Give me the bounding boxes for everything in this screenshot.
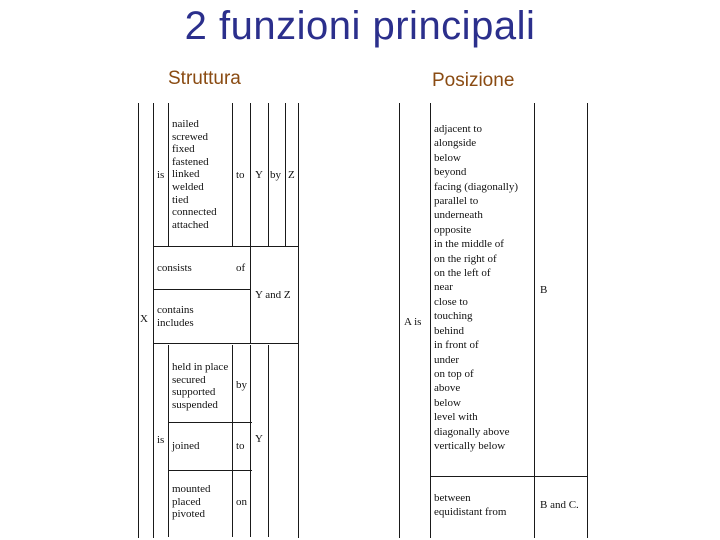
list-item: pivoted <box>172 508 205 521</box>
table-line <box>430 476 588 477</box>
a-is-label: A is <box>404 316 422 328</box>
list-item: above <box>434 382 461 395</box>
on-label: on <box>236 496 247 508</box>
list-item: secured <box>172 373 206 386</box>
list-item: attached <box>172 218 209 231</box>
list-item: vertically below <box>434 439 506 452</box>
table-line <box>268 103 269 247</box>
list-item: beyond <box>434 166 467 179</box>
y-bottom-label: Y <box>255 433 263 445</box>
list-item: close to <box>434 295 468 308</box>
list-item: underneath <box>434 209 483 222</box>
between-list <box>434 491 506 520</box>
table-line <box>168 103 169 247</box>
table-line <box>250 247 251 343</box>
list-item: alongside <box>434 137 477 150</box>
list-item: screwed <box>172 130 209 143</box>
heading-posizione: Posizione <box>432 70 515 91</box>
list-item: on the left of <box>434 267 491 280</box>
table-line <box>168 470 252 471</box>
b-label: B <box>540 284 548 296</box>
table-line <box>285 103 286 247</box>
is-bottom-label: is <box>157 434 165 446</box>
table-line <box>232 345 233 537</box>
consists-label: consists <box>157 262 192 274</box>
list-item: touching <box>434 310 473 323</box>
list-item: parallel to <box>434 195 479 208</box>
of-label: of <box>236 262 246 274</box>
slide-title: 2 funzioni principali <box>184 4 536 48</box>
table-line <box>153 103 154 538</box>
list-item: adjacent to <box>434 123 482 135</box>
to-label: to <box>236 169 245 181</box>
list-item: in front of <box>434 339 479 352</box>
list-item: fixed <box>172 143 195 156</box>
list-item: level with <box>434 411 478 424</box>
table-line <box>534 103 535 538</box>
b-and-c-label: B and C. <box>540 499 579 511</box>
list-item: connected <box>172 206 217 219</box>
table-line <box>168 345 169 537</box>
list-item: suspended <box>172 398 218 411</box>
list-item: opposite <box>434 223 472 236</box>
table-line <box>587 103 588 538</box>
y-label: Y <box>255 169 263 181</box>
list-item: on the right of <box>434 252 497 265</box>
position-list <box>434 122 518 453</box>
table-line <box>153 343 299 344</box>
contains-list <box>157 304 194 329</box>
by-label: by <box>270 169 281 181</box>
held-list <box>172 361 228 411</box>
list-item: behind <box>434 324 464 337</box>
list-item: equidistant from <box>434 506 507 519</box>
heading-struttura: Struttura <box>168 68 241 89</box>
list-item: held in place <box>172 361 229 373</box>
list-item: diagonally above <box>434 425 510 438</box>
y-and-z-label: Y and Z <box>255 289 291 301</box>
to-bottom-label: to <box>236 440 245 452</box>
list-item: below <box>434 151 461 164</box>
table-line <box>153 246 299 247</box>
joined-label: joined <box>172 440 200 452</box>
table-line <box>298 103 299 538</box>
table-line <box>232 103 233 247</box>
list-item: welded <box>172 180 204 193</box>
table-line <box>268 345 269 537</box>
table-line <box>430 103 431 538</box>
list-item: between <box>434 492 471 504</box>
table-line <box>153 289 251 290</box>
list-item: supported <box>172 386 216 399</box>
list-item: tied <box>172 193 189 206</box>
list-item: linked <box>172 168 200 181</box>
list-item: under <box>434 353 460 366</box>
is-label: is <box>157 169 165 181</box>
by-mid-label: by <box>236 379 247 391</box>
list-item: fastened <box>172 155 209 168</box>
mounted-list <box>172 483 211 521</box>
list-item: in the middle of <box>434 238 504 251</box>
list-item: below <box>434 396 461 409</box>
z-label: Z <box>288 169 295 181</box>
list-item: facing (diagonally) <box>434 180 518 193</box>
table-line <box>250 345 251 537</box>
table-line <box>399 103 400 538</box>
list-item: contains <box>157 304 194 316</box>
list-item: nailed <box>172 118 199 130</box>
table-line <box>138 103 139 538</box>
table-line <box>250 103 251 247</box>
table-line <box>168 422 252 423</box>
list-item: mounted <box>172 483 211 495</box>
list-item: placed <box>172 495 201 508</box>
list-item: on top of <box>434 367 474 380</box>
list-item: includes <box>157 316 194 329</box>
x-label: X <box>140 313 148 325</box>
list-item: near <box>434 281 453 294</box>
attach-verbs <box>172 118 217 231</box>
